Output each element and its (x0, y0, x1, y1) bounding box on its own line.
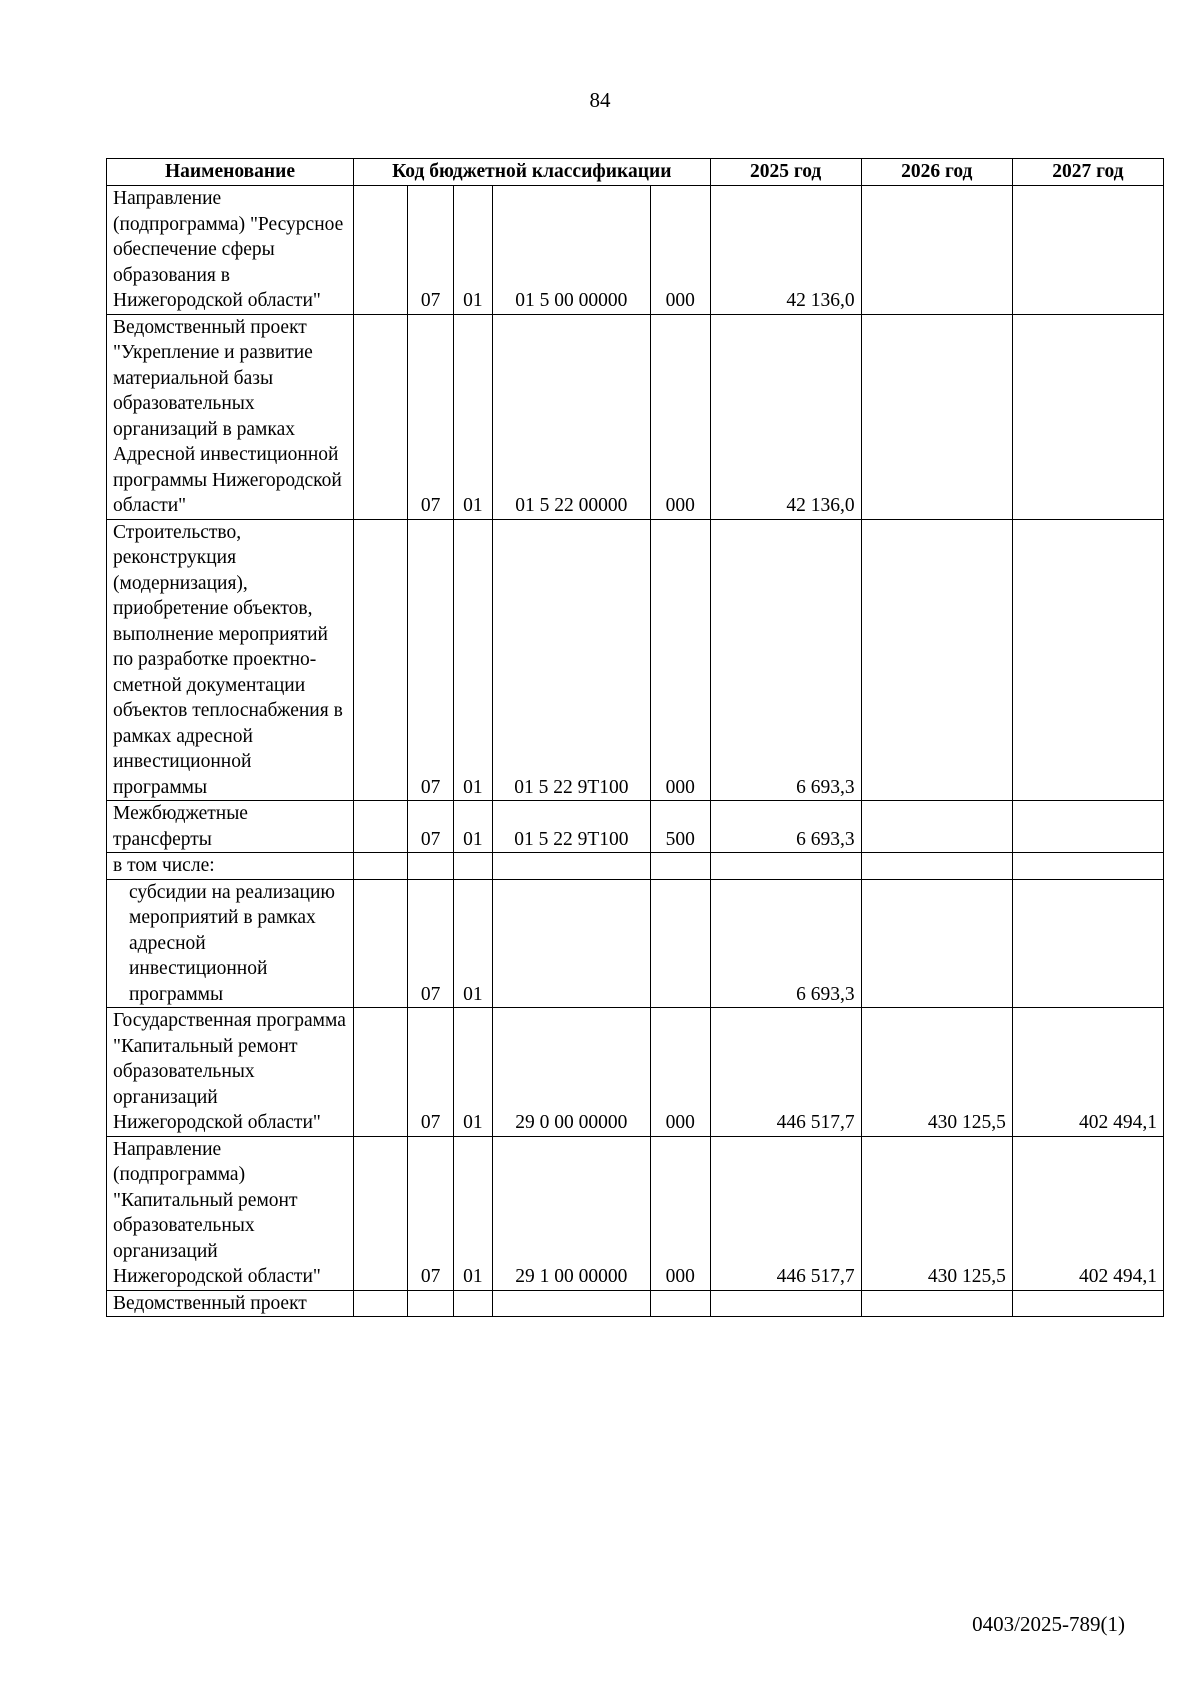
row-name: Государственная программа "Капитальный ремонт образовательных организаций Нижегородской области" (107, 1008, 354, 1137)
value-2027 (1012, 801, 1163, 853)
code-target: 01 5 00 00000 (492, 186, 650, 315)
value-2025 (710, 1290, 861, 1317)
value-2027 (1012, 1290, 1163, 1317)
value-2026 (861, 879, 1012, 1008)
code-cell (354, 186, 408, 315)
value-2025 (710, 853, 861, 880)
code-section: 07 (408, 186, 454, 315)
code-section: 07 (408, 1008, 454, 1137)
code-expense-type (651, 879, 710, 1008)
code-expense-type: 000 (651, 314, 710, 519)
table-row (107, 879, 1164, 1008)
header-name: Наименование (107, 159, 354, 186)
code-section (408, 1290, 454, 1317)
code-section (408, 853, 454, 880)
code-target (492, 879, 650, 1008)
value-2025: 6 693,3 (710, 801, 861, 853)
table-row (107, 801, 1164, 853)
code-section: 07 (408, 519, 454, 801)
code-subsection: 01 (454, 801, 493, 853)
row-name: субсидии на реализацию мероприятий в рамках адресной инвестиционной программы (107, 879, 354, 1008)
code-subsection (454, 853, 493, 880)
table-row (107, 853, 1164, 880)
value-2025: 446 517,7 (710, 1008, 861, 1137)
code-expense-type: 000 (651, 186, 710, 315)
value-2026 (861, 853, 1012, 880)
table-row (107, 1136, 1164, 1290)
code-target: 01 5 22 9Т100 (492, 801, 650, 853)
code-cell (354, 519, 408, 801)
code-expense-type: 000 (651, 1136, 710, 1290)
document-number: 0403/2025-789(1) (972, 1612, 1125, 1636)
code-target: 01 5 22 9Т100 (492, 519, 650, 801)
code-cell (354, 1136, 408, 1290)
value-2027: 402 494,1 (1012, 1136, 1163, 1290)
row-name: в том числе: (107, 853, 354, 880)
value-2027 (1012, 879, 1163, 1008)
header-2027: 2027 год (1012, 159, 1163, 186)
value-2026 (861, 314, 1012, 519)
value-2026 (861, 1290, 1012, 1317)
table-header-row (107, 159, 1164, 186)
code-expense-type: 000 (651, 519, 710, 801)
value-2027 (1012, 186, 1163, 315)
table-row (107, 314, 1164, 519)
header-2026: 2026 год (861, 159, 1012, 186)
value-2026 (861, 801, 1012, 853)
row-name: Строительство, реконструкция (модернизация), приобретение объектов, выполнение мероприятий по разработке проектно-сметной документации объектов теплоснабжения в рамках адресной инвестиционной программы (107, 519, 354, 801)
code-cell (354, 801, 408, 853)
row-name: Межбюджетные трансферты (107, 801, 354, 853)
code-target: 29 0 00 00000 (492, 1008, 650, 1137)
value-2027 (1012, 853, 1163, 880)
value-2026: 430 125,5 (861, 1136, 1012, 1290)
value-2027 (1012, 519, 1163, 801)
table-row (107, 1290, 1164, 1317)
table-row (107, 1008, 1164, 1137)
code-section: 07 (408, 879, 454, 1008)
code-expense-type (651, 853, 710, 880)
code-cell (354, 314, 408, 519)
code-subsection: 01 (454, 1136, 493, 1290)
code-target (492, 1290, 650, 1317)
table-row (107, 519, 1164, 801)
code-cell (354, 1290, 408, 1317)
value-2027: 402 494,1 (1012, 1008, 1163, 1137)
code-expense-type: 000 (651, 1008, 710, 1137)
code-section: 07 (408, 1136, 454, 1290)
code-subsection: 01 (454, 519, 493, 801)
value-2025: 6 693,3 (710, 519, 861, 801)
code-subsection (454, 1290, 493, 1317)
code-section: 07 (408, 314, 454, 519)
value-2026 (861, 519, 1012, 801)
code-subsection: 01 (454, 879, 493, 1008)
row-name: Направление (подпрограмма) "Ресурсное обеспечение сферы образования в Нижегородской области" (107, 186, 354, 315)
value-2027 (1012, 314, 1163, 519)
value-2025: 6 693,3 (710, 879, 861, 1008)
value-2025: 446 517,7 (710, 1136, 861, 1290)
code-cell (354, 1008, 408, 1137)
code-target (492, 853, 650, 880)
table-row (107, 186, 1164, 315)
row-name: Ведомственный проект "Укрепление и развитие материальной базы образовательных организаций в рамках Адресной инвестиционной программы Нижегородской области" (107, 314, 354, 519)
row-name: Ведомственный проект (107, 1290, 354, 1317)
code-cell (354, 879, 408, 1008)
row-name: Направление (подпрограмма) "Капитальный ремонт образовательных организаций Нижегородской области" (107, 1136, 354, 1290)
code-expense-type (651, 1290, 710, 1317)
code-expense-type: 500 (651, 801, 710, 853)
code-subsection: 01 (454, 1008, 493, 1137)
value-2025: 42 136,0 (710, 314, 861, 519)
code-subsection: 01 (454, 314, 493, 519)
header-code: Код бюджетной классификации (354, 159, 711, 186)
value-2026 (861, 186, 1012, 315)
budget-table (106, 158, 1164, 1317)
header-2025: 2025 год (710, 159, 861, 186)
code-target: 01 5 22 00000 (492, 314, 650, 519)
code-section: 07 (408, 801, 454, 853)
code-target: 29 1 00 00000 (492, 1136, 650, 1290)
value-2026: 430 125,5 (861, 1008, 1012, 1137)
value-2025: 42 136,0 (710, 186, 861, 315)
page-number: 84 (589, 88, 611, 112)
code-cell (354, 853, 408, 880)
code-subsection: 01 (454, 186, 493, 315)
